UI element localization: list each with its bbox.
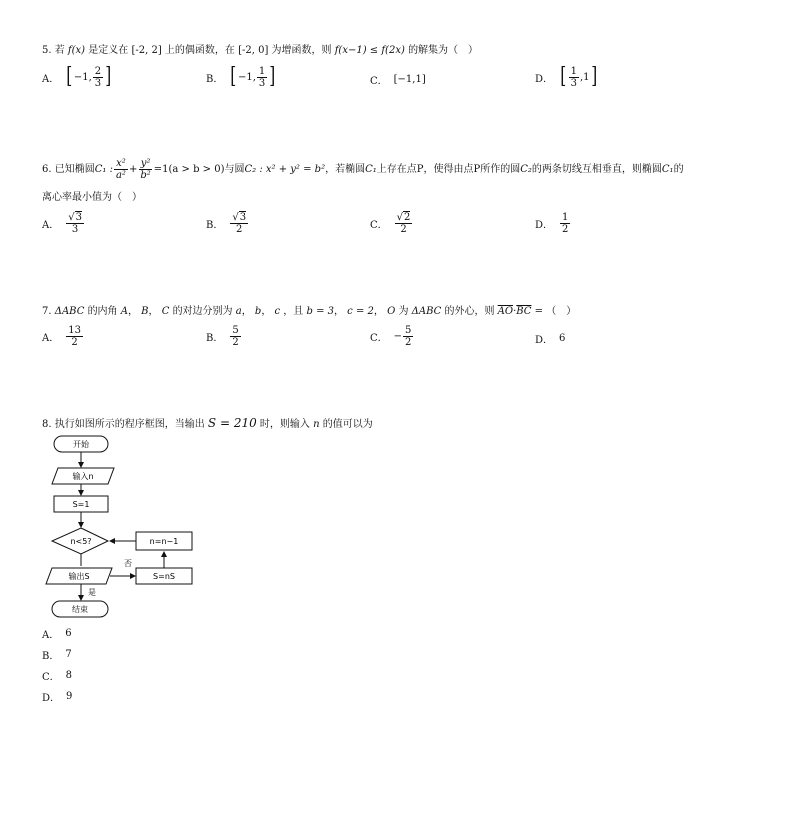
q5-option-b[interactable] — [206, 64, 277, 90]
denominator: 3 — [258, 77, 266, 89]
q6-text: 离心率最小值为（ ） — [42, 192, 142, 203]
fraction — [403, 325, 413, 348]
q7-text: 的内角 — [87, 306, 118, 317]
numerator: 1 — [258, 65, 266, 77]
q6-math: C₁ — [365, 163, 377, 175]
option-label: B． — [206, 220, 224, 231]
option-label: A． — [42, 630, 60, 641]
q7-math: ΔABC — [54, 306, 85, 317]
option-label: C． — [42, 672, 60, 683]
option-label: B． — [42, 651, 60, 662]
numerator: √3 — [68, 212, 82, 223]
q6-text: 已知椭圆 — [54, 163, 95, 175]
q7-option-b[interactable] — [206, 325, 242, 348]
option-math: −1, — [237, 71, 256, 83]
q7-math: b — [254, 306, 262, 317]
q7-option-d[interactable] — [535, 331, 565, 346]
q5-option-c[interactable] — [370, 72, 426, 87]
vector-bc: $\overline{BC}$ — [516, 306, 532, 317]
q6-math: + — [128, 163, 138, 175]
option-math: [−1,1] — [393, 74, 426, 85]
radicand: 2 — [404, 212, 411, 223]
q7-text: 的外心，则 — [444, 306, 495, 317]
denominator: 3 — [94, 77, 102, 89]
flow-calc-label: S=nS — [153, 572, 175, 581]
right-bracket: ] — [105, 64, 112, 89]
fraction — [66, 325, 83, 348]
q7-number: 7. — [42, 306, 52, 317]
vector-ao: $\overline{AO}$ — [497, 306, 514, 317]
numerator: √2 — [396, 212, 411, 223]
denominator: 2 — [400, 224, 407, 235]
q7-text: ， — [241, 306, 252, 317]
option-label: A． — [42, 333, 60, 344]
numerator: 1 — [562, 212, 569, 223]
q5-number: 5. — [42, 45, 52, 56]
numerator: 2 — [94, 65, 102, 77]
option-label: A． — [42, 73, 60, 85]
numerator: 1 — [570, 65, 577, 77]
option-label: D． — [42, 693, 61, 704]
q6-text: 的 — [673, 163, 684, 175]
option-label: C． — [370, 333, 388, 344]
flow-update-label: n=n−1 — [149, 537, 179, 546]
numerator: √3 — [232, 212, 247, 223]
option-label: D． — [535, 220, 554, 231]
q5-math: [-2, 0] — [238, 45, 269, 56]
denominator: 2 — [236, 224, 243, 235]
flow-yes-label: 是 — [88, 588, 96, 597]
option-math: ,1 — [580, 71, 590, 83]
q6-text: 上存在点P，使得由点P所作的圆 — [376, 163, 521, 175]
q8-stem — [42, 416, 373, 432]
q6-number: 6. — [42, 163, 52, 175]
q6-stem-line2 — [42, 191, 142, 205]
q7-option-a[interactable] — [42, 325, 84, 348]
q7-text: 为 — [398, 306, 409, 317]
numerator: 13 — [68, 325, 81, 336]
numerator: 5 — [232, 325, 239, 336]
fraction — [560, 212, 570, 235]
q6-math: C₁ — [661, 163, 674, 175]
q5-text: 的解集为（ ） — [408, 45, 479, 56]
q6-text: ，若椭圆 — [325, 163, 366, 175]
q8-text: 的值可以为 — [322, 419, 373, 430]
numerator: y² — [140, 158, 151, 169]
q7-math: C — [161, 306, 170, 317]
option-label: C． — [370, 76, 388, 87]
q7-math: c — [274, 306, 281, 317]
fraction — [66, 212, 84, 235]
option-math: 9 — [66, 691, 73, 702]
q5-option-d[interactable] — [535, 64, 598, 90]
q8-math: n — [313, 419, 320, 430]
q5-stem — [42, 44, 478, 58]
right-bracket: ] — [269, 64, 276, 89]
denominator: 2 — [562, 224, 569, 235]
q8-option-d[interactable] — [42, 689, 72, 704]
q6-text: 的两条切线互相垂直，则椭圆 — [531, 163, 662, 175]
q5-text: 若 — [54, 45, 65, 56]
fraction — [395, 212, 413, 235]
q6-math: C₁ : — [94, 163, 113, 175]
denominator: 3 — [570, 77, 577, 89]
right-bracket: ] — [590, 64, 597, 89]
q7-option-c[interactable] — [370, 325, 414, 348]
numerator: x² — [116, 158, 126, 169]
denominator: 3 — [71, 224, 79, 235]
q8-number: 8. — [42, 419, 52, 430]
q7-math: ΔABC — [411, 306, 442, 317]
q7-math: b = 3 — [306, 306, 334, 317]
q6-option-c[interactable] — [370, 212, 413, 235]
q7-text: ， — [148, 306, 159, 317]
q6-math: =1(a > b > 0) — [153, 163, 225, 175]
q7-math: B — [141, 306, 149, 317]
fraction — [569, 66, 579, 89]
denominator: 2 — [405, 337, 412, 348]
option-label: B． — [206, 73, 224, 85]
left-bracket: [ — [230, 64, 237, 89]
option-label: C． — [370, 220, 388, 231]
q7-math: · — [513, 306, 517, 317]
q7-stem — [42, 305, 576, 319]
q5-option-a[interactable] — [42, 64, 113, 90]
left-bracket: [ — [66, 64, 73, 89]
option-math: 8 — [65, 670, 73, 681]
q5-text: 上的偶函数，在 — [164, 45, 235, 56]
denominator: 2 — [232, 337, 239, 348]
option-math: 6 — [559, 333, 566, 344]
left-bracket: [ — [560, 64, 567, 89]
fraction — [138, 158, 152, 181]
option-label: D． — [535, 73, 554, 85]
radicand: 3 — [75, 212, 82, 223]
q5-math: f(x−1) ≤ f(2x) — [334, 45, 405, 56]
option-math: − — [393, 331, 403, 342]
q6-stem — [42, 158, 684, 181]
q7-text: ， — [127, 306, 138, 317]
q7-text: 的对边分别为 — [172, 306, 233, 317]
q6-option-a[interactable] — [42, 212, 85, 235]
fraction — [230, 212, 248, 235]
option-label: B． — [206, 333, 224, 344]
q7-text: ， — [261, 306, 272, 317]
flow-decision-label: n<5? — [70, 537, 92, 546]
q7-math: c = 2 — [347, 306, 374, 317]
q8-option-b[interactable] — [42, 647, 72, 662]
q7-math: a — [235, 306, 242, 317]
q8-text: 执行如图所示的程序框图，当输出 — [54, 419, 205, 430]
fraction — [257, 66, 267, 89]
flow-init-label: S=1 — [72, 500, 90, 509]
option-math: 6 — [65, 628, 72, 639]
q7-text: = （ ） — [531, 306, 577, 317]
q8-option-c[interactable] — [42, 668, 72, 683]
q5-math: f(x) — [67, 45, 86, 56]
flow-no-label: 否 — [124, 559, 132, 568]
numerator: 5 — [405, 325, 412, 336]
q6-option-b[interactable] — [206, 212, 249, 235]
q7-math: A — [120, 306, 128, 317]
denominator: b² — [140, 170, 151, 181]
q6-text: 与圆 — [224, 163, 245, 175]
q5-text: 为增函数，则 — [271, 45, 332, 56]
q5-math: [-2, 2] — [131, 45, 162, 56]
q6-option-d[interactable] — [535, 212, 571, 235]
q8-text: 时，则输入 — [259, 419, 310, 430]
fraction — [93, 66, 103, 89]
q7-text: ， — [373, 306, 384, 317]
flowchart — [40, 432, 200, 620]
q7-text: ， — [333, 306, 344, 317]
denominator: 2 — [71, 337, 78, 348]
option-label: A． — [42, 220, 60, 231]
q6-math: C₂ : x² + y² = b² — [244, 163, 326, 175]
radicand: 3 — [239, 212, 247, 223]
denominator: a² — [115, 170, 126, 181]
q7-text: ，且 — [283, 306, 304, 317]
flow-start-label: 开始 — [73, 440, 89, 449]
option-label: D． — [535, 335, 554, 346]
q8-math: S = 210 — [207, 416, 257, 430]
flow-end-label: 结束 — [72, 605, 88, 614]
option-math: 7 — [65, 649, 72, 660]
flow-output-label: 输出S — [68, 572, 90, 581]
q6-math: C₂ — [520, 163, 532, 175]
flow-input-label: 输入n — [72, 472, 94, 481]
option-math: −1, — [73, 71, 92, 83]
fraction — [230, 325, 240, 348]
q7-math: O — [387, 306, 396, 317]
q8-option-a[interactable] — [42, 626, 72, 641]
fraction — [114, 158, 128, 181]
q5-text: 是定义在 — [88, 45, 129, 56]
